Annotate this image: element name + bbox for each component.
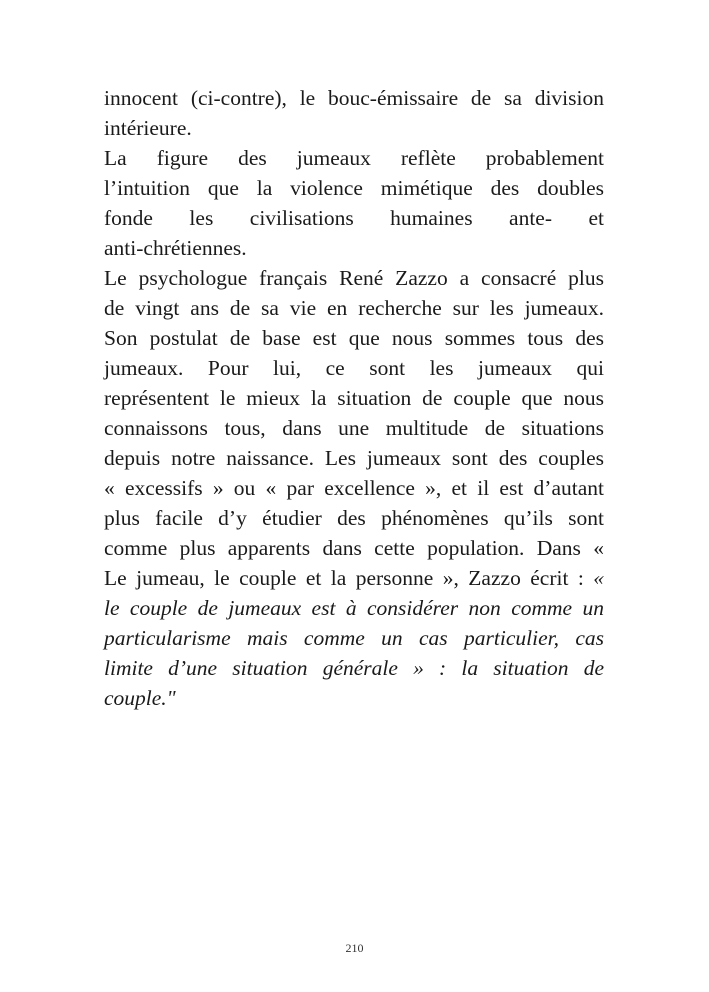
text-line: Le psychologue français René Zazzo a consacré plus xyxy=(104,266,604,290)
quote-open-mark: « xyxy=(593,566,604,590)
text-line: anti-chrétiennes. xyxy=(104,236,247,260)
page-body xyxy=(104,83,604,713)
paragraph-2 xyxy=(104,143,604,263)
text-line: fonde les civilisations humaines ante- et xyxy=(104,206,604,230)
text-line: connaissons tous, dans une multitude de situations xyxy=(104,416,604,440)
text-line: comme plus apparents dans cette population. Dans « xyxy=(104,536,604,560)
text-line: « excessifs » ou « par excellence », et il est d’autant xyxy=(104,476,604,500)
text-line: innocent (ci-contre), le bouc-émissaire de sa division xyxy=(104,86,604,110)
text-line: de vingt ans de sa vie en recherche sur les jumeaux. xyxy=(104,296,604,320)
quote-line: le couple de jumeaux est à considérer non comme un xyxy=(104,596,604,620)
text-line: représentent le mieux la situation de couple que nous xyxy=(104,386,604,410)
quote-line: limite d’une situation générale » : la situation de xyxy=(104,656,604,680)
text-line: jumeaux. Pour lui, ce sont les jumeaux qui xyxy=(104,356,604,380)
quote-line: particularisme mais comme un cas particulier, cas xyxy=(104,626,604,650)
text-line: depuis notre naissance. Les jumeaux sont des couples xyxy=(104,446,604,470)
text-line: l’intuition que la violence mimétique des doubles xyxy=(104,176,604,200)
text-line: plus facile d’y étudier des phénomènes qu’ils sont xyxy=(104,506,604,530)
text-line xyxy=(104,563,604,593)
text-line: La figure des jumeaux reflète probablement xyxy=(104,146,604,170)
paragraph-3 xyxy=(104,263,604,713)
text-line: Son postulat de base est que nous sommes tous des xyxy=(104,326,604,350)
text-line: intérieure. xyxy=(104,116,192,140)
text-segment: Le jumeau, le couple et la personne », Zazzo écrit : xyxy=(104,566,584,590)
page-number: 210 xyxy=(345,941,364,955)
paragraph-1 xyxy=(104,83,604,143)
quote-line: couple." xyxy=(104,686,176,710)
